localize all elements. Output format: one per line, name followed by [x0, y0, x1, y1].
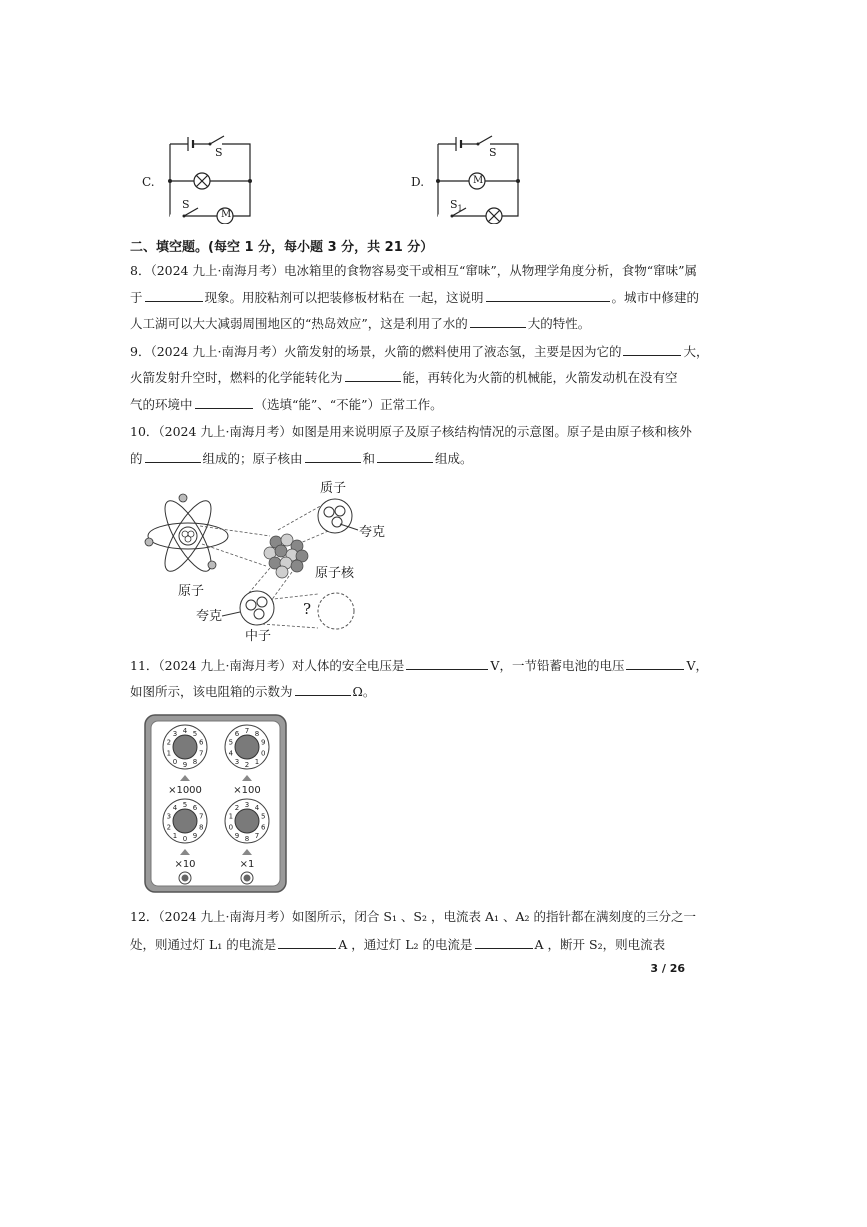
atom-structure-figure — [140, 476, 380, 644]
circuit-d-motor-label: M — [473, 175, 484, 186]
dial-digit: 4 — [254, 804, 260, 813]
dial-digit: 6 — [234, 730, 240, 739]
dial[interactable] — [163, 725, 207, 796]
answer-blank[interactable] — [475, 936, 533, 949]
unknown-particle-label: ? — [303, 600, 312, 618]
circuit-c-option-label: C. — [142, 175, 155, 189]
terminal-icon — [179, 872, 191, 884]
q8-line-1: 8．（2024 九上·南海月考）电冰箱里的食物容易变干或相互“窜味”，从物理学角度分析，食物“窜味”属 — [130, 263, 698, 278]
answer-blank[interactable] — [145, 450, 201, 463]
dial-digit: 8 — [192, 757, 198, 766]
dial-digit: 3 — [244, 801, 250, 809]
answer-blank[interactable] — [305, 450, 361, 463]
dial-digit: 2 — [244, 761, 250, 769]
dial-digit: 5 — [228, 738, 234, 747]
q10-line-2: 的 组成的；原子核由 和 组成。 — [130, 451, 473, 466]
q8-line-3: 人工湖可以大大减弱周围地区的“热岛效应”，这是利用了水的 大的特性。 — [130, 316, 591, 331]
circuit-c-motor-label: M — [221, 209, 232, 220]
q10-line-1: 10．（2024 九上·南海月考）如图是用来说明原子及原子核结构情况的示意图。原子是由原子核和核外 — [130, 424, 692, 439]
answer-blank[interactable] — [278, 936, 336, 949]
dial-digit: 1 — [166, 749, 172, 758]
dial-digit: 6 — [260, 823, 266, 832]
circuit-d-switch-bottom-label: $S_1$ — [450, 198, 463, 214]
circuit-d-option-label: D. — [411, 175, 425, 189]
atom-label: 原子 — [178, 584, 205, 599]
resistance-box-figure — [143, 713, 288, 894]
dial-digit: 2 — [166, 823, 172, 832]
dial-digit: 4 — [172, 804, 178, 813]
dial-digit: 7 — [254, 831, 260, 840]
dial-digit: 0 — [172, 757, 178, 766]
answer-blank[interactable] — [486, 289, 610, 302]
dial-digit: 2 — [234, 804, 240, 813]
dial-digit: 5 — [260, 812, 266, 821]
answer-blank[interactable] — [295, 683, 351, 696]
proton-label: 质子 — [320, 481, 347, 496]
dial-digit: 5 — [182, 801, 188, 809]
answer-blank[interactable] — [623, 343, 681, 356]
dial-digit: 1 — [254, 757, 260, 766]
dial-digit: 9 — [182, 761, 188, 769]
dial-digit: 3 — [166, 812, 172, 821]
dial-digit: 8 — [198, 823, 204, 832]
dial-digit: 9 — [234, 831, 240, 840]
dial-digit: 4 — [228, 749, 234, 758]
q9-line-3: 气的环境中 （选填“能”、“不能”）正常工作。 — [130, 397, 443, 412]
dial-digit: 9 — [260, 738, 266, 747]
q9-line-1: 9．（2024 九上·南海月考）火箭发射的场景，火箭的燃料使用了液态氢，主要是因为它的 大， — [130, 344, 709, 359]
q11-line-1: 11．（2024 九上·南海月考）对人体的安全电压是 V，一节铅蓄电池的电压 V， — [130, 658, 708, 673]
dial-digit: 3 — [234, 757, 240, 766]
q12-line-2: 处，则通过灯 L₁ 的电流是 A ，通过灯 L₂ 的电流是 A ，断开 S₂，则电流表 — [130, 937, 666, 952]
dial-digit: 3 — [172, 730, 178, 739]
answer-blank[interactable] — [377, 450, 433, 463]
quark-top-label: 夸克 — [359, 525, 386, 540]
circuit-d-switch-top-label: S — [489, 146, 497, 159]
dial-digit: 9 — [192, 831, 198, 840]
dial-digit: 2 — [166, 738, 172, 747]
circuit-diagram-c — [140, 128, 260, 224]
dial-digit: 5 — [192, 730, 198, 739]
dial-digit: 0 — [182, 835, 188, 843]
quark-bottom-label: 夸克 — [196, 609, 223, 624]
answer-blank[interactable] — [406, 657, 488, 670]
dial-multiplier-label: ×1000 — [168, 785, 202, 796]
dial-digit: 1 — [228, 812, 234, 821]
q9-line-2: 火箭发射升空时，燃料的化学能转化为 能，再转化为火箭的机械能，火箭发动机在没有空 — [130, 370, 678, 385]
dial-multiplier-label: ×10 — [174, 859, 196, 870]
dial-multiplier-label: ×100 — [233, 785, 261, 796]
q11-line-2: 如图所示，该电阻箱的示数为 Ω。 — [130, 684, 376, 699]
q8-line-2: 于 现象。用胶粘剂可以把装修板材粘在 一起，这说明 。城市中修建的 — [130, 290, 700, 305]
page-number: 3 / 26 — [650, 962, 685, 975]
circuit-diagram-d — [408, 128, 528, 224]
dial-multiplier-label: ×1 — [239, 859, 255, 870]
answer-blank[interactable] — [145, 289, 203, 302]
answer-blank[interactable] — [470, 315, 526, 328]
dial-digit: 7 — [198, 749, 204, 758]
dial-digit: 8 — [244, 835, 250, 843]
q12-line-1: 12．（2024 九上·南海月考）如图所示，闭合 S₁ 、S₂ ，电流表 A₁ 、A₂ 的指针都在满刻度的三分之一 — [130, 909, 696, 924]
dial-digit: 0 — [260, 749, 266, 758]
answer-blank[interactable] — [626, 657, 684, 670]
dial-digit: 4 — [182, 727, 188, 735]
dial-digit: 8 — [254, 730, 260, 739]
neutron-label: 中子 — [245, 629, 272, 644]
answer-blank[interactable] — [345, 369, 401, 382]
dial-digit: 7 — [198, 812, 204, 821]
nucleus-label: 原子核 — [315, 566, 355, 581]
terminal-icon — [241, 872, 253, 884]
dial-digit: 7 — [244, 727, 250, 735]
circuit-c-switch-top-label: S — [215, 146, 223, 159]
circuit-c-switch-bottom-label: S — [182, 198, 190, 211]
dial-digit: 1 — [172, 831, 178, 840]
section-title: 二、填空题。(每空 1 分，每小题 3 分，共 21 分） — [130, 240, 434, 255]
dial-digit: 6 — [192, 804, 198, 813]
dial-digit: 6 — [198, 738, 204, 747]
dial-digit: 0 — [228, 823, 234, 832]
answer-blank[interactable] — [195, 396, 253, 409]
